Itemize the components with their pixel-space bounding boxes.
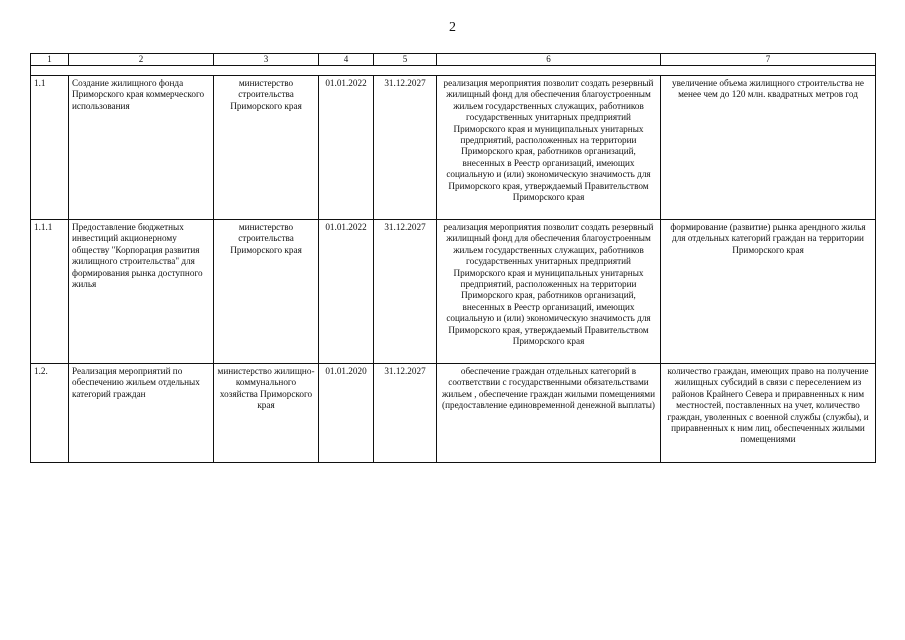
spacer-row bbox=[31, 66, 876, 76]
measure-description: обеспечение граждан отдельных категорий в соответствии с государственными обязательствами жильем , обеспечение граждан жилыми помещениями (предоставление единовременной денежной выплаты) bbox=[437, 364, 661, 463]
table-row bbox=[31, 364, 876, 463]
column-number: 7 bbox=[661, 54, 876, 66]
expected-result: увеличение объема жилищного строительства не менее чем до 120 млн. квадратных метров год bbox=[661, 76, 876, 220]
start-date: 01.01.2020 bbox=[319, 364, 374, 463]
column-number: 3 bbox=[214, 54, 319, 66]
measure-name: Создание жилищного фонда Приморского края коммерческого использования bbox=[69, 76, 214, 220]
expected-result: количество граждан, имеющих право на получение жилищных субсидий в связи с переселением из районов Крайнего Севера и приравненных к ним местностей, поставленных на учет, количество граждан, уволенных с военной службы (службы), и приравненных к ним лиц, обеспеченных жилыми помещениями bbox=[661, 364, 876, 463]
measure-name: Реализация мероприятий по обеспечению жильем отдельных категорий граждан bbox=[69, 364, 214, 463]
table-row bbox=[31, 76, 876, 220]
column-number: 4 bbox=[319, 54, 374, 66]
measure-description: реализация мероприятия позволит создать резервный жилищный фонд для обеспечения благоустроенным жильем государственных служащих, работников государственных унитарных предприятий Приморского края и муниципальных унитарных предприятий, расположенных на территории Приморского края, работников организаций, внесенных в Реестр организаций, имеющих социальную и (или) экономическую значимость для Приморского края, утверждаемый Правительством Приморского края bbox=[437, 220, 661, 364]
responsible-executor: министерство строительства Приморского края bbox=[214, 76, 319, 220]
column-number: 6 bbox=[437, 54, 661, 66]
responsible-executor: министерство жилищно-коммунального хозяйства Приморского края bbox=[214, 364, 319, 463]
start-date: 01.01.2022 bbox=[319, 76, 374, 220]
row-number: 1.1 bbox=[31, 76, 69, 220]
measures-table bbox=[30, 53, 876, 463]
measure-name: Предоставление бюджетных инвестиций акционерному обществу "Корпорация развития жилищного строительства" для формирования рынка доступного жилья bbox=[69, 220, 214, 364]
column-number: 2 bbox=[69, 54, 214, 66]
end-date: 31.12.2027 bbox=[374, 364, 437, 463]
end-date: 31.12.2027 bbox=[374, 220, 437, 364]
column-number: 5 bbox=[374, 54, 437, 66]
responsible-executor: министерство строительства Приморского края bbox=[214, 220, 319, 364]
row-number: 1.1.1 bbox=[31, 220, 69, 364]
column-number: 1 bbox=[31, 54, 69, 66]
column-number-header bbox=[31, 54, 876, 66]
start-date: 01.01.2022 bbox=[319, 220, 374, 364]
table-row bbox=[31, 220, 876, 364]
expected-result: формирование (развитие) рынка арендного жилья для отдельных категорий граждан на территории Приморского края bbox=[661, 220, 876, 364]
row-number: 1.2. bbox=[31, 364, 69, 463]
measure-description: реализация мероприятия позволит создать резервный жилищный фонд для обеспечения благоустроенным жильем государственных служащих, работников государственных унитарных предприятий Приморского края и муниципальных унитарных предприятий, расположенных на территории Приморского края, работников организаций, внесенных в Реестр организаций, имеющих социальную и (или) экономическую значимость для Приморского края, утверждаемый Правительством Приморского края bbox=[437, 76, 661, 220]
page-number: 2 bbox=[449, 20, 456, 35]
end-date: 31.12.2027 bbox=[374, 76, 437, 220]
